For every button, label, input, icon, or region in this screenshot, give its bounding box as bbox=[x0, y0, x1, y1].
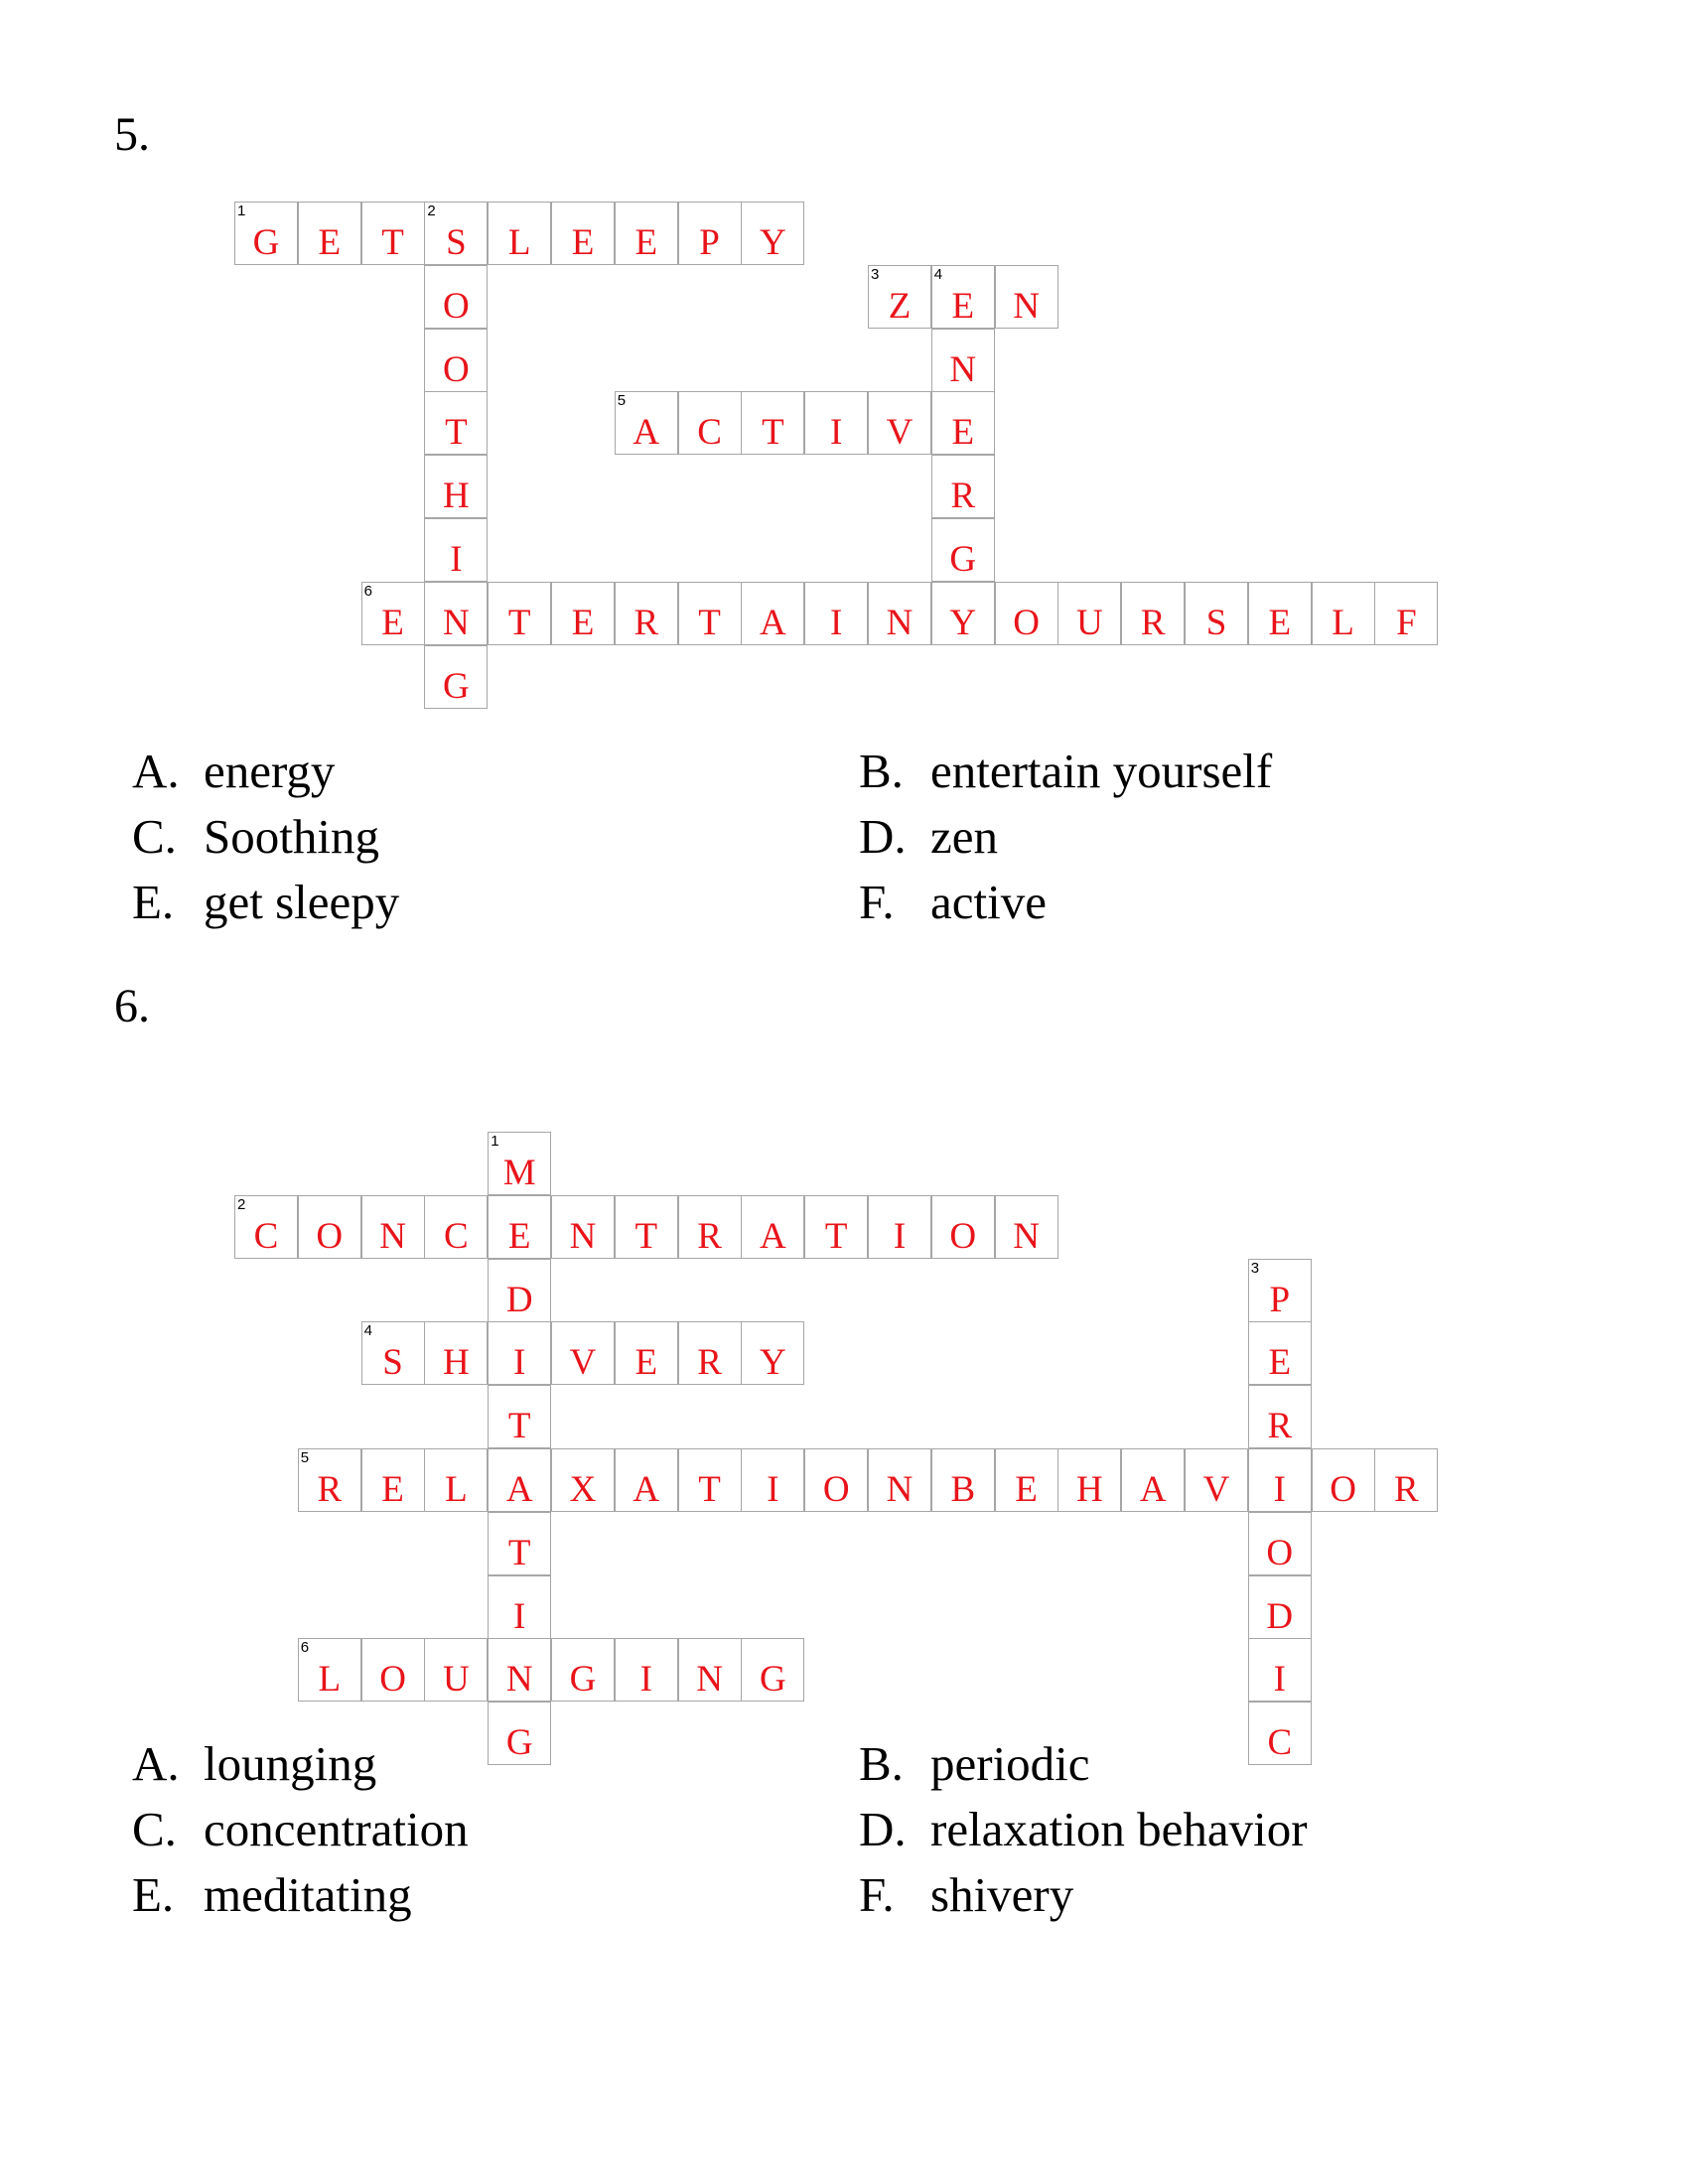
crossword-cell bbox=[424, 1448, 488, 1512]
cell-letter: U bbox=[443, 1659, 470, 1701]
cell-letter: N bbox=[1013, 285, 1040, 327]
cell-letter: R bbox=[697, 1215, 722, 1257]
cell-letter: H bbox=[443, 476, 470, 517]
cell-letter: T bbox=[507, 602, 531, 643]
crossword-cell bbox=[868, 391, 931, 455]
cell-letter: Y bbox=[760, 222, 786, 263]
crossword-cell bbox=[931, 1448, 995, 1512]
crossword-cell bbox=[551, 1321, 615, 1385]
crossword-cell bbox=[424, 1321, 488, 1385]
crossword-cell bbox=[1057, 582, 1121, 645]
crossword-cell bbox=[1248, 582, 1312, 645]
crossword-cell bbox=[488, 1512, 551, 1575]
cell-letter: N bbox=[696, 1659, 723, 1701]
cell-letter: Y bbox=[949, 602, 977, 643]
cell-letter: I bbox=[450, 539, 463, 580]
cell-letter: E bbox=[634, 1342, 658, 1384]
crossword-cell bbox=[424, 329, 488, 392]
cell-letter: M bbox=[502, 1153, 536, 1193]
option-text: relaxation behavior bbox=[930, 1802, 1308, 1856]
cell-letter: A bbox=[633, 1469, 660, 1510]
crossword-cell bbox=[995, 1195, 1058, 1259]
cell-letter: Y bbox=[760, 1342, 786, 1384]
cell-letter: E bbox=[1015, 1469, 1038, 1510]
crossword-cell bbox=[615, 202, 678, 265]
cell-letter: I bbox=[513, 1342, 526, 1384]
cell-letter: P bbox=[699, 222, 720, 263]
question-number-6: 6. bbox=[114, 980, 150, 1032]
crossword-cell bbox=[551, 1195, 615, 1259]
crossword-cell bbox=[298, 202, 361, 265]
option-text: entertain yourself bbox=[930, 744, 1273, 798]
crossword-cell bbox=[931, 518, 995, 582]
crossword-cell bbox=[995, 265, 1058, 329]
cell-letter: G bbox=[949, 539, 977, 580]
answer-option bbox=[859, 1867, 1074, 1922]
option-label: A. bbox=[132, 1736, 180, 1791]
crossword-cell bbox=[1248, 1448, 1312, 1512]
option-label: B. bbox=[859, 1736, 904, 1791]
crossword-cell bbox=[741, 202, 804, 265]
crossword-cell bbox=[678, 582, 742, 645]
cell-letter: R bbox=[1394, 1469, 1419, 1510]
cell-letter: E bbox=[951, 412, 975, 454]
answer-option bbox=[859, 744, 1273, 798]
crossword-cell bbox=[615, 391, 678, 455]
option-text: lounging bbox=[204, 1736, 377, 1791]
cell-letter: V bbox=[1202, 1469, 1230, 1510]
crossword-cell bbox=[361, 1195, 425, 1259]
crossword-cell bbox=[868, 265, 931, 329]
crossword-cell bbox=[678, 1448, 742, 1512]
crossword-cell bbox=[488, 1385, 551, 1448]
option-text: meditating bbox=[204, 1867, 412, 1922]
crossword-cell bbox=[741, 1195, 804, 1259]
option-label: D. bbox=[859, 809, 907, 864]
cell-letter: G bbox=[569, 1659, 597, 1701]
answer-option bbox=[859, 1802, 1308, 1856]
crossword-cell bbox=[1248, 1259, 1312, 1322]
crossword-cell bbox=[1312, 1448, 1375, 1512]
cell-letter: I bbox=[1273, 1659, 1286, 1701]
cell-letter: A bbox=[1139, 1469, 1167, 1510]
crossword-cell bbox=[1374, 1448, 1438, 1512]
option-text: shivery bbox=[930, 1867, 1074, 1922]
cell-letter: I bbox=[639, 1659, 652, 1701]
cell-letter: T bbox=[381, 222, 404, 263]
crossword-cell bbox=[741, 391, 804, 455]
option-label: E. bbox=[132, 1867, 175, 1922]
crossword-cell bbox=[868, 582, 931, 645]
cell-letter: R bbox=[1140, 602, 1166, 643]
crossword-cell bbox=[234, 202, 298, 265]
cell-letter: P bbox=[1269, 1279, 1291, 1320]
clue-number: 3 bbox=[871, 265, 880, 283]
crossword-cell bbox=[488, 1638, 551, 1702]
answer-option bbox=[132, 875, 400, 929]
cell-letter: T bbox=[762, 412, 784, 454]
cell-letter: R bbox=[950, 476, 976, 517]
crossword-cell bbox=[931, 265, 995, 329]
crossword-cell bbox=[678, 391, 742, 455]
cell-letter: R bbox=[1267, 1406, 1293, 1447]
crossword-cell bbox=[298, 1448, 361, 1512]
cell-letter: R bbox=[633, 602, 659, 643]
crossword-cell bbox=[488, 1321, 551, 1385]
clue-number: 2 bbox=[237, 1195, 246, 1213]
crossword-cell bbox=[298, 1195, 361, 1259]
cell-letter: O bbox=[379, 1659, 406, 1701]
crossword-cell bbox=[678, 1638, 742, 1702]
cell-letter: G bbox=[760, 1659, 786, 1701]
cell-letter: E bbox=[951, 285, 975, 327]
crossword-cell bbox=[361, 1321, 425, 1385]
clue-number: 4 bbox=[363, 1322, 372, 1340]
crossword-cell bbox=[615, 1448, 678, 1512]
crossword-cell bbox=[1185, 582, 1248, 645]
cell-letter: T bbox=[698, 602, 721, 643]
crossword-cell bbox=[615, 1195, 678, 1259]
cell-letter: D bbox=[1266, 1595, 1294, 1637]
option-text: active bbox=[930, 875, 1047, 929]
option-text: energy bbox=[204, 744, 336, 798]
crossword-cell bbox=[551, 582, 615, 645]
crossword-cell bbox=[424, 1195, 488, 1259]
cell-letter: I bbox=[893, 1215, 907, 1257]
crossword-cell bbox=[931, 455, 995, 518]
answer-option bbox=[132, 1867, 412, 1922]
cell-letter: N bbox=[1013, 1215, 1040, 1257]
crossword-cell bbox=[298, 1638, 361, 1702]
crossword-cell bbox=[741, 1638, 804, 1702]
cell-letter: I bbox=[767, 1469, 779, 1510]
crossword-cell bbox=[995, 582, 1058, 645]
cell-letter: N bbox=[443, 602, 470, 643]
cell-letter: I bbox=[830, 412, 843, 454]
answer-option bbox=[132, 809, 379, 864]
crossword-cell bbox=[361, 1638, 425, 1702]
answer-option bbox=[859, 1736, 1090, 1791]
crossword-cell bbox=[361, 202, 425, 265]
cell-letter: I bbox=[1273, 1469, 1286, 1510]
answer-option bbox=[859, 809, 998, 864]
cell-letter: A bbox=[760, 1215, 786, 1257]
crossword-cell bbox=[868, 1195, 931, 1259]
clue-number: 3 bbox=[1250, 1259, 1260, 1277]
cell-letter: N bbox=[886, 602, 914, 643]
crossword-cell bbox=[551, 1448, 615, 1512]
crossword-cell bbox=[741, 582, 804, 645]
clue-number: 6 bbox=[300, 1639, 310, 1657]
crossword-cell bbox=[1248, 1702, 1312, 1765]
cell-letter: C bbox=[253, 1215, 279, 1257]
cell-letter: L bbox=[507, 222, 531, 263]
crossword-cell bbox=[1185, 1448, 1248, 1512]
crossword-cell bbox=[741, 1448, 804, 1512]
cell-letter: A bbox=[633, 412, 660, 454]
cell-letter: E bbox=[381, 602, 404, 643]
cell-letter: V bbox=[569, 1342, 597, 1384]
cell-letter: S bbox=[446, 222, 467, 263]
crossword-cell bbox=[488, 1132, 551, 1195]
cell-letter: E bbox=[571, 602, 595, 643]
cell-letter: N bbox=[886, 1469, 914, 1510]
cell-letter: N bbox=[569, 1215, 597, 1257]
crossword-cell bbox=[1248, 1638, 1312, 1702]
cell-letter: E bbox=[1268, 602, 1292, 643]
crossword-cell bbox=[741, 1321, 804, 1385]
crossword-cell bbox=[678, 1195, 742, 1259]
crossword-cell bbox=[1248, 1512, 1312, 1575]
clue-number: 5 bbox=[617, 392, 627, 410]
crossword-cell bbox=[1121, 1448, 1185, 1512]
option-label: D. bbox=[859, 1802, 907, 1856]
cell-letter: N bbox=[379, 1215, 406, 1257]
cell-letter: C bbox=[444, 1215, 469, 1257]
option-text: Soothing bbox=[204, 809, 379, 864]
crossword-cell bbox=[424, 391, 488, 455]
crossword-cell bbox=[488, 1259, 551, 1322]
cell-letter: O bbox=[1266, 1532, 1294, 1573]
answer-option bbox=[132, 1802, 469, 1856]
crossword-cell bbox=[1312, 582, 1375, 645]
cell-letter: E bbox=[634, 222, 658, 263]
crossword-cell bbox=[995, 1448, 1058, 1512]
cell-letter: R bbox=[697, 1342, 722, 1384]
crossword-cell bbox=[615, 1321, 678, 1385]
cell-letter: N bbox=[949, 348, 977, 390]
cell-letter: E bbox=[318, 222, 342, 263]
crossword-cell bbox=[488, 1702, 551, 1765]
cell-letter: G bbox=[252, 222, 280, 263]
crossword-cell bbox=[551, 202, 615, 265]
crossword-cell bbox=[234, 1195, 298, 1259]
clue-number: 5 bbox=[300, 1449, 310, 1466]
cell-letter: T bbox=[698, 1469, 721, 1510]
crossword-cell bbox=[1248, 1575, 1312, 1639]
cell-letter: I bbox=[830, 602, 843, 643]
answer-option bbox=[859, 875, 1047, 929]
crossword-cell bbox=[1121, 582, 1185, 645]
clue-number: 2 bbox=[427, 203, 436, 219]
crossword-cell bbox=[931, 1195, 995, 1259]
crossword-cell bbox=[1248, 1385, 1312, 1448]
option-label: B. bbox=[859, 744, 904, 798]
crossword-cell bbox=[931, 329, 995, 392]
cell-letter: T bbox=[634, 1215, 658, 1257]
cell-letter: H bbox=[1076, 1469, 1103, 1510]
cell-letter: E bbox=[507, 1215, 531, 1257]
crossword-cell bbox=[361, 582, 425, 645]
cell-letter: O bbox=[822, 1469, 850, 1510]
crossword-cell bbox=[424, 582, 488, 645]
crossword-cell bbox=[804, 1195, 868, 1259]
cell-letter: A bbox=[505, 1469, 533, 1510]
crossword-cell bbox=[804, 391, 868, 455]
option-label: F. bbox=[859, 875, 895, 929]
answer-option bbox=[132, 744, 336, 798]
cell-letter: G bbox=[443, 665, 470, 707]
cell-letter: T bbox=[445, 412, 468, 454]
cell-letter: E bbox=[381, 1469, 404, 1510]
crossword-cell bbox=[678, 202, 742, 265]
option-text: periodic bbox=[930, 1736, 1090, 1791]
cell-letter: R bbox=[317, 1469, 343, 1510]
cell-letter: E bbox=[571, 222, 595, 263]
crossword-cell bbox=[424, 202, 488, 265]
cell-letter: L bbox=[445, 1469, 468, 1510]
option-label: E. bbox=[132, 875, 175, 929]
cell-letter: L bbox=[318, 1659, 342, 1701]
option-label: C. bbox=[132, 809, 177, 864]
cell-letter: F bbox=[1396, 602, 1417, 643]
option-label: F. bbox=[859, 1867, 895, 1922]
cell-letter: T bbox=[824, 1215, 848, 1257]
cell-letter: I bbox=[513, 1595, 526, 1637]
crossword-cell bbox=[424, 645, 488, 709]
cell-letter: X bbox=[569, 1469, 597, 1510]
cell-letter: O bbox=[443, 285, 470, 327]
cell-letter: O bbox=[1330, 1469, 1356, 1510]
crossword-cell bbox=[424, 1638, 488, 1702]
cell-letter: L bbox=[1332, 602, 1354, 643]
crossword-cell bbox=[615, 582, 678, 645]
option-label: C. bbox=[132, 1802, 177, 1856]
option-text: zen bbox=[930, 809, 998, 864]
cell-letter: S bbox=[1205, 602, 1227, 643]
cell-letter: O bbox=[949, 1215, 977, 1257]
clue-number: 6 bbox=[363, 582, 372, 600]
crossword-cell bbox=[804, 1448, 868, 1512]
cell-letter: O bbox=[443, 348, 470, 390]
crossword-cell bbox=[1057, 1448, 1121, 1512]
clue-number: 1 bbox=[237, 203, 246, 219]
crossword-cell bbox=[424, 265, 488, 329]
cell-letter: B bbox=[950, 1469, 976, 1510]
cell-letter: O bbox=[316, 1215, 344, 1257]
cell-letter: Z bbox=[888, 285, 912, 327]
clue-number: 1 bbox=[491, 1133, 499, 1150]
cell-letter: T bbox=[507, 1406, 531, 1447]
cell-letter: O bbox=[1013, 602, 1040, 643]
crossword-cell bbox=[488, 582, 551, 645]
cell-letter: A bbox=[760, 602, 786, 643]
crossword-cell bbox=[1374, 582, 1438, 645]
cell-letter: N bbox=[505, 1659, 533, 1701]
cell-letter: H bbox=[443, 1342, 470, 1384]
crossword-cell bbox=[551, 1638, 615, 1702]
option-label: A. bbox=[132, 744, 180, 798]
crossword-cell bbox=[615, 1638, 678, 1702]
question-number-5: 5. bbox=[114, 108, 150, 161]
cell-letter: T bbox=[507, 1532, 531, 1573]
option-text: concentration bbox=[204, 1802, 469, 1856]
crossword-cell bbox=[488, 1195, 551, 1259]
cell-letter: S bbox=[382, 1342, 403, 1384]
cell-letter: C bbox=[697, 412, 722, 454]
crossword-cell bbox=[488, 1448, 551, 1512]
crossword-cell bbox=[678, 1321, 742, 1385]
crossword-cell bbox=[361, 1448, 425, 1512]
crossword-cell bbox=[931, 391, 995, 455]
cell-letter: C bbox=[1267, 1722, 1293, 1764]
crossword-cell bbox=[1248, 1321, 1312, 1385]
cell-letter: G bbox=[505, 1722, 533, 1764]
clue-number: 4 bbox=[933, 265, 943, 283]
crossword-cell bbox=[488, 202, 551, 265]
option-text: get sleepy bbox=[204, 875, 400, 929]
cell-letter: U bbox=[1076, 602, 1103, 643]
cell-letter: D bbox=[505, 1279, 533, 1320]
cell-letter: E bbox=[1268, 1342, 1292, 1384]
crossword-cell bbox=[931, 582, 995, 645]
answer-option bbox=[132, 1736, 377, 1791]
crossword-cell bbox=[424, 518, 488, 582]
cell-letter: V bbox=[886, 412, 914, 454]
crossword-cell bbox=[424, 455, 488, 518]
crossword-cell bbox=[868, 1448, 931, 1512]
crossword-cell bbox=[488, 1575, 551, 1639]
crossword-cell bbox=[804, 582, 868, 645]
